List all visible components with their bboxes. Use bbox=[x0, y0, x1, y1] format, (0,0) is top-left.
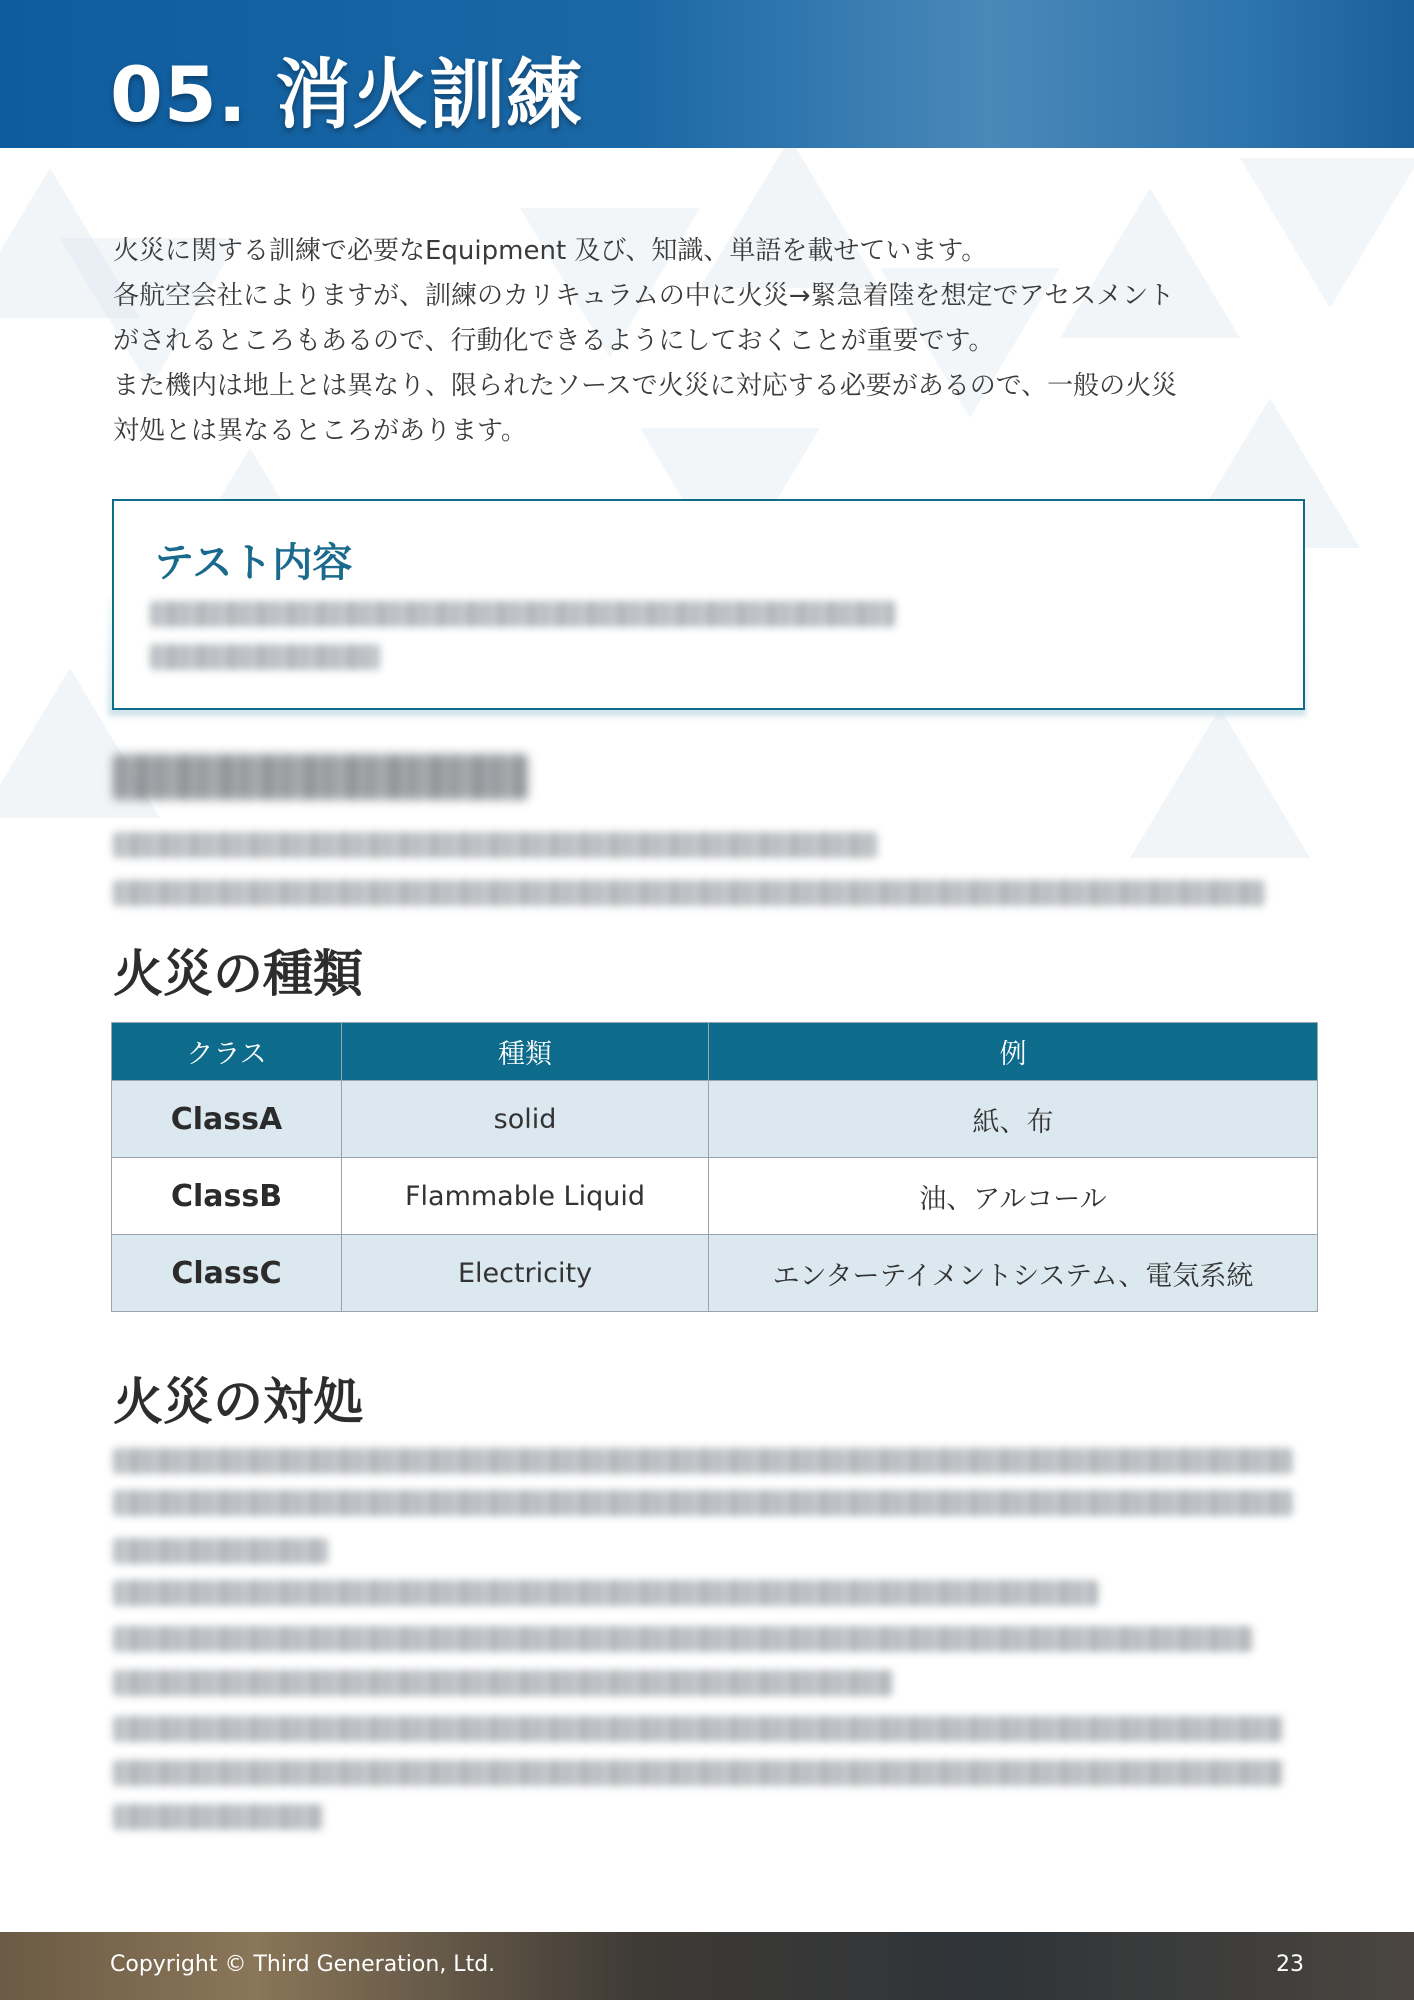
redacted-text bbox=[113, 1580, 1098, 1606]
section-title-fire-types: 火災の種類 bbox=[113, 945, 363, 1003]
test-content-box bbox=[112, 499, 1305, 710]
table-row bbox=[112, 1081, 1318, 1158]
table-header-class: クラス bbox=[112, 1023, 342, 1081]
page-header bbox=[0, 0, 1414, 148]
redacted-text bbox=[113, 1626, 1253, 1652]
redacted-text bbox=[113, 1490, 1293, 1516]
intro-line: また機内は地上とは異なり、限られたソースで火災に対応する必要があるので、一般の火災 bbox=[113, 371, 1178, 401]
table-cell-type: solid bbox=[342, 1081, 709, 1158]
intro-text bbox=[113, 229, 1293, 454]
intro-line: 火災に関する訓練で必要なEquipment 及び、知識、単語を載せています。 bbox=[113, 236, 988, 266]
table-cell-example: 油、アルコール bbox=[709, 1158, 1318, 1235]
table-cell-type: Flammable Liquid bbox=[342, 1158, 709, 1235]
test-content-title: テスト内容 bbox=[154, 540, 353, 586]
footer-copyright: Copyright © Third Generation, Ltd. bbox=[110, 1952, 496, 1977]
redacted-text bbox=[113, 1538, 328, 1564]
page-title: 05. 消火訓練 bbox=[110, 50, 584, 139]
redacted-text bbox=[113, 1670, 893, 1696]
intro-line: 対処とは異なるところがあります。 bbox=[113, 416, 527, 446]
table-cell-type: Electricity bbox=[342, 1235, 709, 1312]
intro-line: がされるところもあるので、行動化できるようにしておくことが重要です。 bbox=[113, 326, 995, 356]
redacted-heading bbox=[113, 754, 528, 800]
table-cell-example: 紙、布 bbox=[709, 1081, 1318, 1158]
table-header-type: 種類 bbox=[342, 1023, 709, 1081]
redacted-text bbox=[113, 832, 878, 858]
table-header-row bbox=[112, 1023, 1318, 1081]
page-footer bbox=[0, 1932, 1414, 2000]
fire-types-table bbox=[111, 1022, 1318, 1312]
page-number: 23 bbox=[1276, 1952, 1304, 1977]
table-row bbox=[112, 1235, 1318, 1312]
intro-line: 各航空会社によりますが、訓練のカリキュラムの中に火災→緊急着陸を想定でアセスメント bbox=[113, 281, 1175, 311]
table-cell-class: ClassB bbox=[112, 1158, 342, 1235]
redacted-text bbox=[113, 1804, 323, 1830]
redacted-text bbox=[150, 601, 895, 627]
table-cell-class: ClassA bbox=[112, 1081, 342, 1158]
table-cell-class: ClassC bbox=[112, 1235, 342, 1312]
section-title-fire-handling: 火災の対処 bbox=[113, 1373, 363, 1431]
redacted-text bbox=[113, 1760, 1283, 1786]
table-cell-example: エンターテイメントシステム、電気系統 bbox=[709, 1235, 1318, 1312]
table-row bbox=[112, 1158, 1318, 1235]
redacted-text bbox=[113, 1716, 1283, 1742]
table-header-example: 例 bbox=[709, 1023, 1318, 1081]
redacted-text bbox=[150, 644, 380, 670]
redacted-text bbox=[113, 880, 1265, 906]
redacted-text bbox=[113, 1448, 1293, 1474]
